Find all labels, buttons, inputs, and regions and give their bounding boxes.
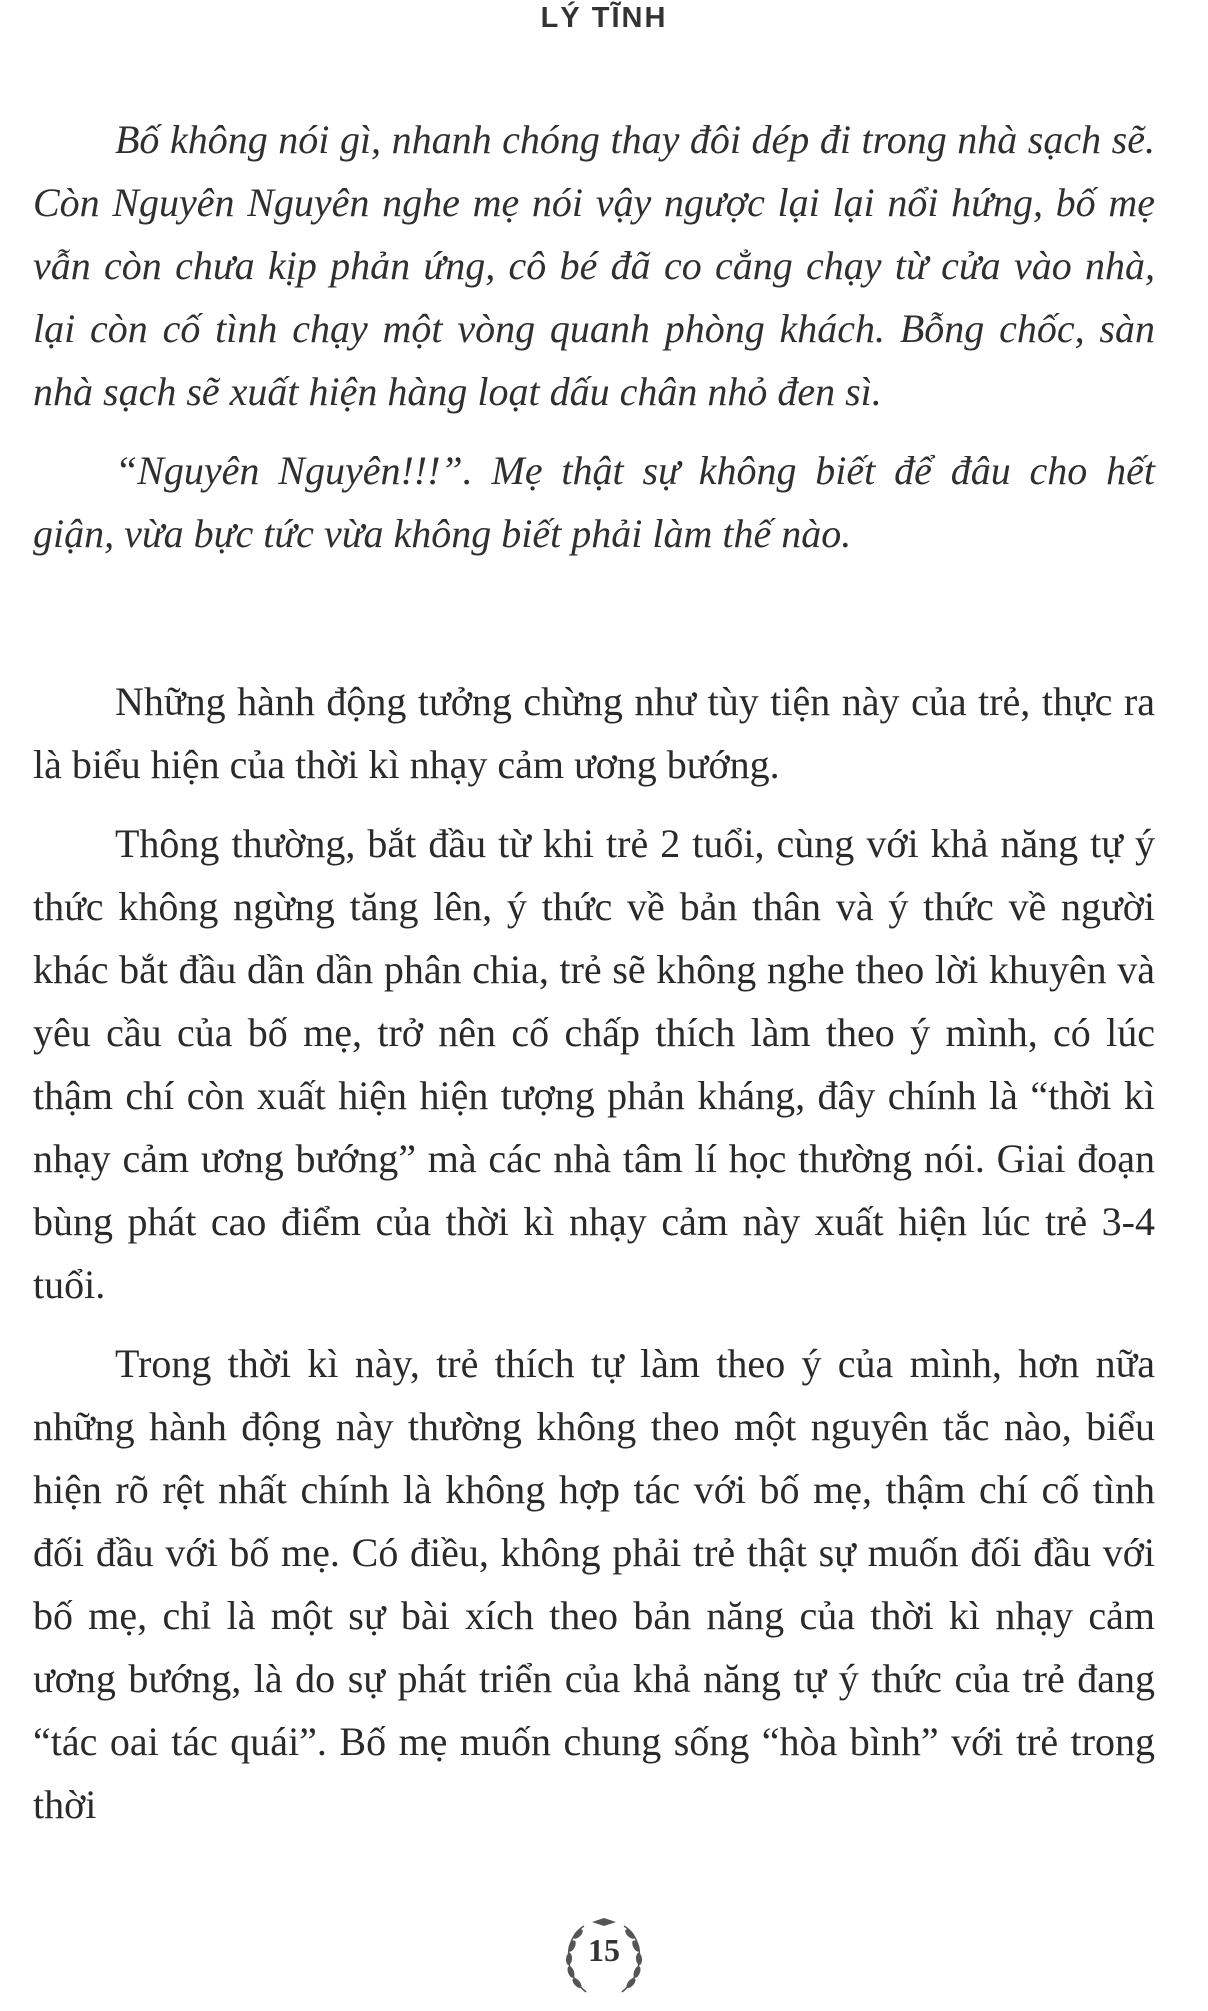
body-paragraph: Thông thường, bắt đầu từ khi trẻ 2 tuổi, cùng với khả năng tự ý thức không ngừng tăng lên, ý thức về bản thân và ý thức về người khác bắt đầu dần dần phân chia, trẻ sẽ không nghe theo lời khuyên và yêu cầu của bố mẹ, trở nên cố chấp thích làm theo ý mình, có lúc thậm chí còn xuất hiện hiện tượng phản kháng, đây chính là “thời kì nhạy cảm ương bướng” mà các nhà tâm lí học thường nói. Giai đoạn bùng phát cao điểm của thời kì nhạy cảm này xuất hiện lúc trẻ 3-4 tuổi. [33, 821, 1155, 1307]
story-excerpt [33, 108, 1155, 581]
page-number-ornament [534, 1918, 674, 1998]
body-paragraph: Những hành động tưởng chừng như tùy tiện này của trẻ, thực ra là biểu hiện của thời kì nhạy cảm ương bướng. [33, 679, 1155, 787]
running-header: LÝ TĨNH [540, 2, 668, 34]
page-number: 15 [588, 1932, 620, 1968]
story-paragraph: “Nguyên Nguyên!!!”. Mẹ thật sự không biết để đâu cho hết giận, vừa bực tức vừa không biết phải làm thế nào. [33, 448, 1155, 556]
body-paragraph: Trong thời kì này, trẻ thích tự làm theo ý của mình, hơn nữa những hành động này thường không theo một nguyên tắc nào, biểu hiện rõ rệt nhất chính là không hợp tác với bố mẹ, thậm chí cố tình đối đầu với bố mẹ. Có điều, không phải trẻ thật sự muốn đối đầu với bố mẹ, chỉ là một sự bài xích theo bản năng của thời kì nhạy cảm ương bướng, là do sự phát triển của khả năng tự ý thức của trẻ đang “tác oai tác quái”. Bố mẹ muốn chung sống “hòa bình” với trẻ trong thời [33, 1341, 1155, 1827]
story-paragraph: Bố không nói gì, nhanh chóng thay đôi dép đi trong nhà sạch sẽ. Còn Nguyên Nguyên nghe mẹ nói vậy ngược lại lại nổi hứng, bố mẹ vẫn còn chưa kịp phản ứng, cô bé đã co cẳng chạy từ cửa vào nhà, lại còn cố tình chạy một vòng quanh phòng khách. Bỗng chốc, sàn nhà sạch sẽ xuất hiện hàng loạt dấu chân nhỏ đen sì. [33, 117, 1155, 414]
main-body-text [33, 670, 1155, 1852]
